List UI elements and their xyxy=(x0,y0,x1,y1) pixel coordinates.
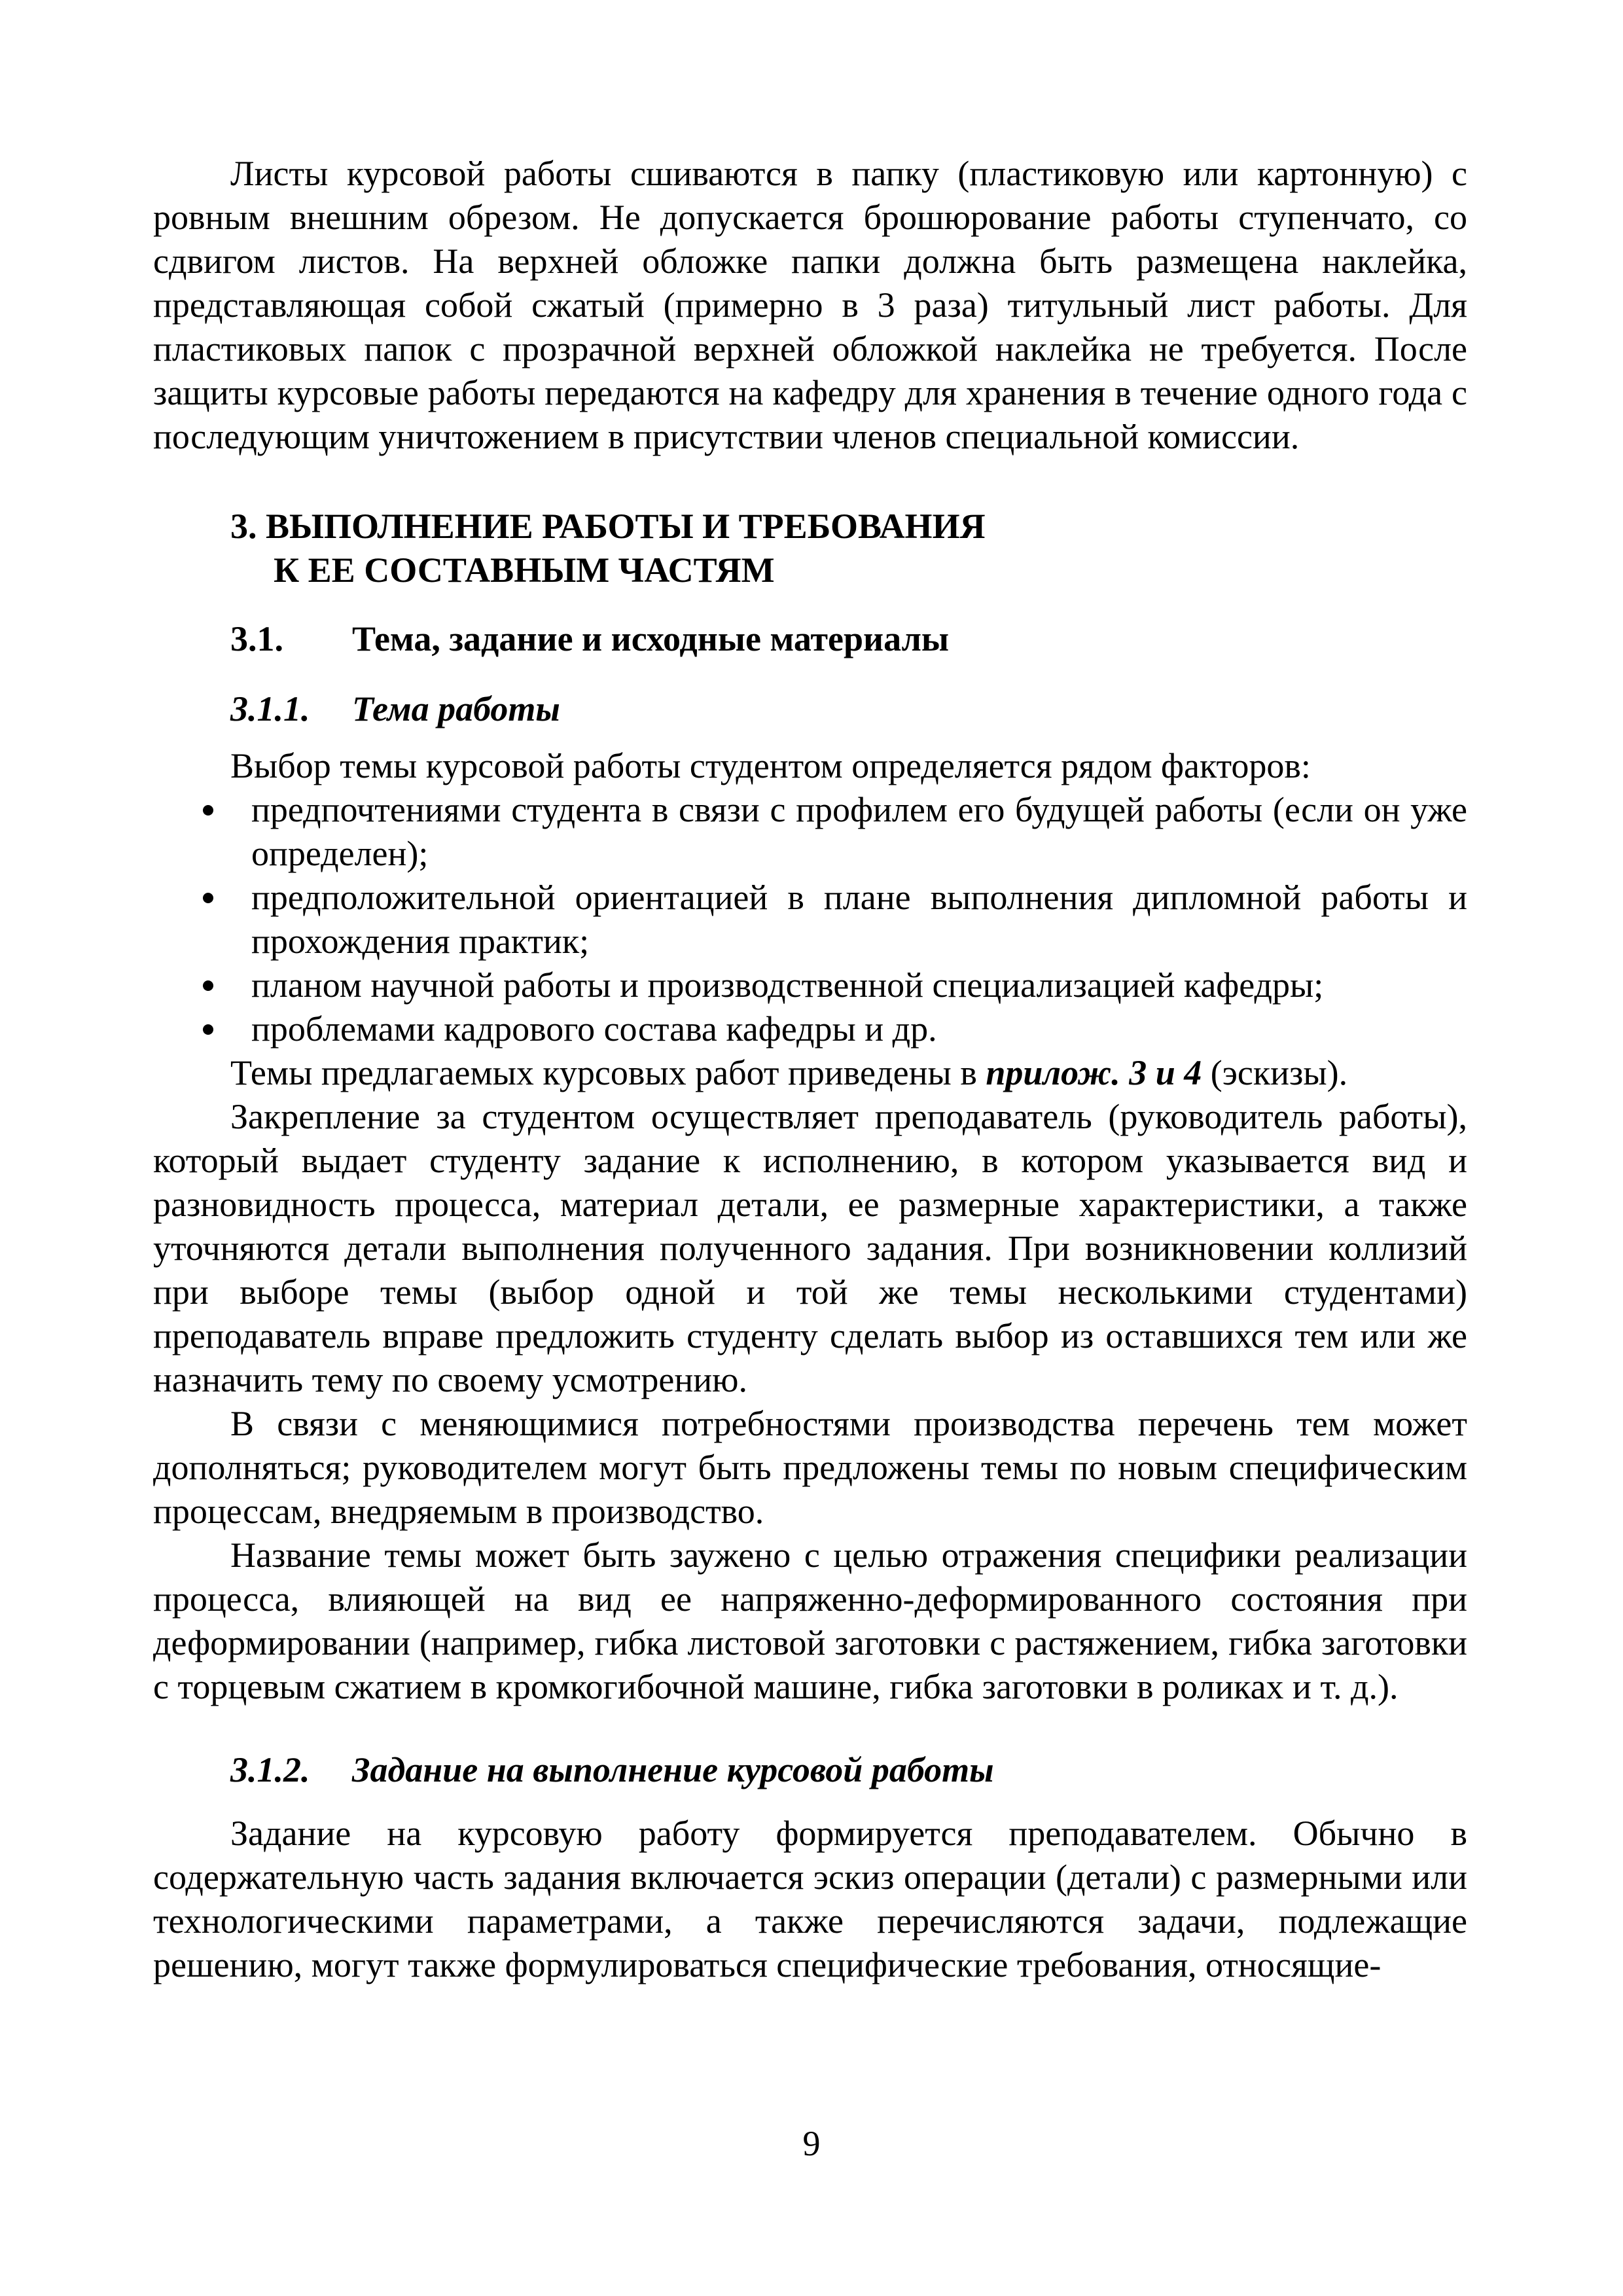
section-3-1-number: 3.1. xyxy=(230,619,283,658)
list-item xyxy=(153,963,1467,1007)
list-item-text: предположительной ориентацией в плане выполнения дипломной работы и прохождения практик; xyxy=(251,878,1467,961)
section-3-1-1-number: 3.1.1. xyxy=(230,689,310,728)
section-3-1-1-heading xyxy=(153,687,1467,731)
list-item xyxy=(153,1007,1467,1051)
bullet-icon xyxy=(203,1024,213,1035)
topics-prefix: Темы предлагаемых курсовых работ приведены в xyxy=(230,1053,986,1092)
section-3-1-heading xyxy=(153,617,1467,661)
task-paragraph: Задание на курсовую работу формируется преподавателем. Обычно в содержательную часть задания включается эскиз операции (детали) с размерными или технологическими параметрами, а также перечисляются задачи, подлежащие решению, могут также формулироваться специфические требования, относящие- xyxy=(153,1814,1467,1984)
list-item xyxy=(153,876,1467,963)
changes-paragraph: В связи с меняющимися потребностями производства перечень тем может дополняться; руководителем могут быть предложены темы по новым специфическим процессам, внедряемым в производство. xyxy=(153,1404,1467,1531)
bullet-icon xyxy=(203,893,213,903)
bullet-icon xyxy=(203,805,213,816)
page-number: 9 xyxy=(802,2124,821,2163)
assignment-paragraph: Закрепление за студентом осуществляет преподаватель (руководитель работы), который выдает студенту задание к исполнению, в котором указывается вид и разновидность процесса, материал детали, ее размерные характеристики, а также уточняются детали выполнения полученного задания. При возникновении коллизий при выборе темы (выбор одной и той же темы несколькими студентами) преподаватель вправе предложить студенту сделать выбор из оставшихся тем или же назначить тему по своему усмотрению. xyxy=(153,1097,1467,1399)
list-item-text: планом научной работы и производственной специализацией кафедры; xyxy=(251,965,1324,1005)
section-3-1-title: Тема, задание и исходные материалы xyxy=(352,619,950,658)
paragraph-binding: Листы курсовой работы сшиваются в папку (пластиковую или картонную) с ровным внешним обрезом. Не допускается брошюрование работы ступенчато, со сдвигом листов. На верхней обложке папки должна быть размещена наклейка, представляющая собой сжатый (примерно в 3 раза) титульный лист работы. Для пластиковых папок с прозрачной верхней обложкой наклейка не требуется. После защиты курсовые работы передаются на кафедру для хранения в течение одного года с последующим уничтожением в присутствии членов специальной комиссии. xyxy=(153,154,1467,456)
topics-paragraph xyxy=(153,1051,1467,1095)
section-3-1-2-number: 3.1.2. xyxy=(230,1750,310,1789)
section-3-heading-line2: К ЕЕ СОСТАВНЫМ ЧАСТЯМ xyxy=(274,550,775,590)
list-item-text: проблемами кадрового состава кафедры и др. xyxy=(251,1009,937,1049)
section-3-1-2-heading xyxy=(153,1748,1467,1792)
section-3-heading-line1: 3. ВЫПОЛНЕНИЕ РАБОТЫ И ТРЕБОВАНИЯ xyxy=(230,507,986,546)
section-3-heading xyxy=(153,505,1467,592)
list-item-text: предпочтениями студента в связи с профилем его будущей работы (если он уже определен); xyxy=(251,790,1467,873)
section-3-1-2-title: Задание на выполнение курсовой работы xyxy=(352,1750,994,1789)
factors-list xyxy=(153,788,1467,1051)
page-content xyxy=(153,152,1467,1987)
appendix-reference: прилож. 3 и 4 xyxy=(986,1053,1202,1092)
narrowing-paragraph: Название темы может быть заужено с целью отражения специфики реализации процесса, влияющей на вид ее напряженно-деформированного состояния при деформировании (например, гибка листовой заготовки с растяжением, гибка заготовки с торцевым сжатием в кромкогибочной машине, гибка заготовки в роликах и т. д.). xyxy=(153,1535,1467,1706)
bullet-icon xyxy=(203,980,213,991)
topics-suffix: (эскизы). xyxy=(1202,1053,1348,1092)
section-3-1-1-title: Тема работы xyxy=(352,689,560,728)
topic-intro-paragraph: Выбор темы курсовой работы студентом определяется рядом факторов: xyxy=(230,746,1311,785)
list-item xyxy=(153,788,1467,876)
